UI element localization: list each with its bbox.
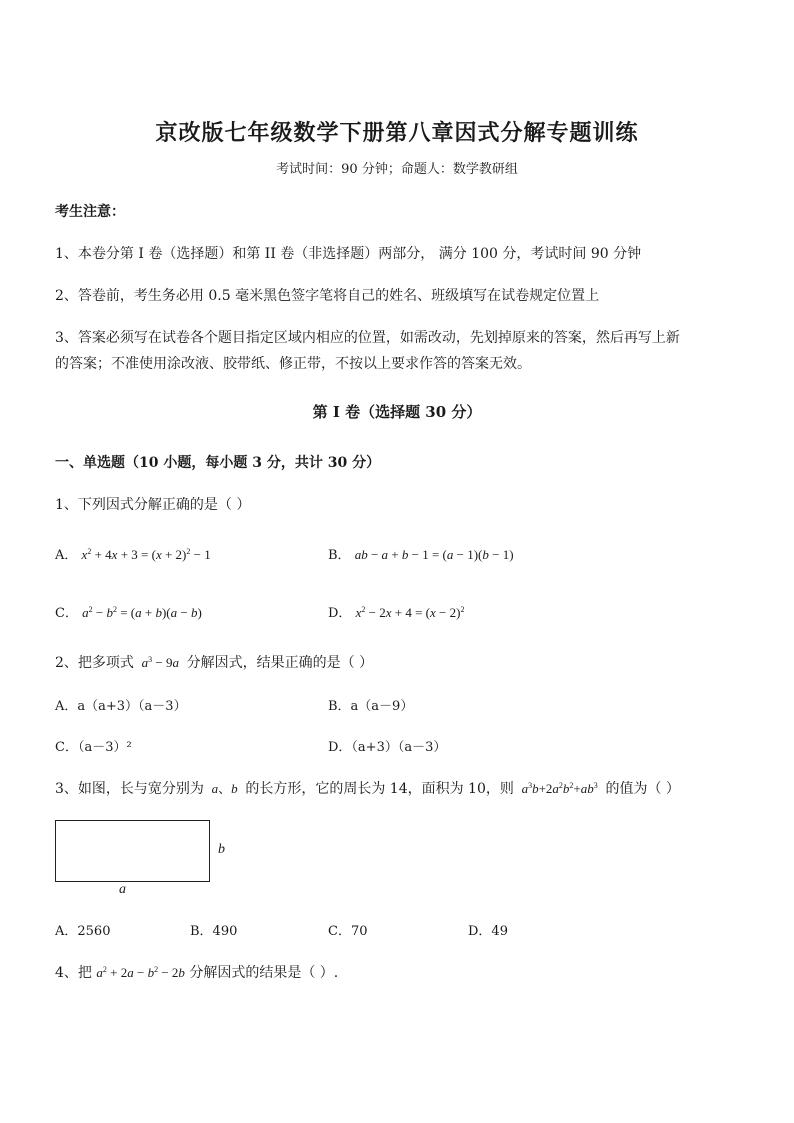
q4-stem-prefix: 4、把 <box>55 965 92 981</box>
question-3-stem <box>55 778 680 798</box>
q4-stem-suffix: 分解因式的结果是（ ）. <box>189 965 339 981</box>
q1-option-c <box>55 602 202 621</box>
q3-stem-prefix: 3、如图，长与宽分别为 <box>55 781 204 797</box>
rectangle-width-label: b <box>218 842 225 857</box>
q4-expression: $a^2 + 2a - b^2 - 2b$ <box>96 965 185 980</box>
question-4-stem <box>55 962 338 982</box>
question-1-stem: 1、下列因式分解正确的是（ ） <box>55 497 251 513</box>
notice-item-2: 2、答卷前，考生务必用 0.5 毫米黑色签字笔将自己的姓名、班级填写在试卷规定位置上 <box>55 288 600 304</box>
q2-option-b: B．a（a－9） <box>328 699 414 714</box>
q1-option-a-label: A． <box>55 548 78 563</box>
notice-item-3-cont: 的答案；不准使用涂改液、胶带纸、修正带，不按以上要求作答的答案无效。 <box>55 356 531 372</box>
section-title: 第 I 卷（选择题 30 分） <box>312 403 482 421</box>
q1-option-b <box>328 544 514 563</box>
q1-option-d-formula: $x^2 - 2x + 4 = (x - 2)^2$ <box>355 605 465 620</box>
q2-stem-prefix: 2、把多项式 <box>55 655 134 671</box>
page-title: 京改版七年级数学下册第八章因式分解专题训练 <box>155 120 639 146</box>
rectangle-length-label: a <box>119 882 126 897</box>
notice-item-1: 1、本卷分第 I 卷（选择题）和第 II 卷（非选择题）两部分， 满分 100 分，考试时间 90 分钟 <box>55 246 642 262</box>
q2-option-c: C．（a－3）² <box>55 740 132 755</box>
q3-expression: $a^3b+2a^2b^2+ab^3$ <box>521 781 598 796</box>
q1-option-a <box>55 544 211 563</box>
q3-stem-mid: 的长方形，它的周长为 14，面积为 10，则 <box>245 781 514 797</box>
rectangle-figure <box>55 820 210 882</box>
q1-option-b-label: B． <box>328 548 351 563</box>
q3-option-b: B．490 <box>190 924 238 939</box>
q3-option-d: D．49 <box>468 924 508 939</box>
notice-item-3: 3、答案必须写在试卷各个题目指定区域内相应的位置，如需改动，先划掉原来的答案，然后再写上新 <box>55 330 680 346</box>
q2-option-a: A．a（a+3）（a－3） <box>55 699 187 714</box>
q3-stem-suffix: 的值为（ ） <box>605 781 680 797</box>
q2-option-d: D．（a+3）（a－3） <box>328 740 447 755</box>
q1-option-b-formula: ab − a + b − 1 = (a − 1)(b − 1) <box>354 547 514 562</box>
q1-option-c-label: C． <box>55 606 78 621</box>
q3-option-c: C．70 <box>328 924 368 939</box>
q1-option-c-formula: $a^2 - b^2 = (a + b)(a - b)$ <box>82 605 202 620</box>
q1-option-d <box>328 602 464 621</box>
q1-option-d-label: D． <box>328 606 352 621</box>
q1-option-a-formula: $x^2 + 4x + 3 = (x + 2)^2 - 1$ <box>81 547 211 562</box>
q3-option-a: A．2560 <box>55 924 111 939</box>
question-2-stem <box>55 652 373 672</box>
q2-polynomial: $a^3 - 9a$ <box>141 655 179 670</box>
part-heading: 一、单选题（10 小题，每小题 3 分，共计 30 分） <box>55 455 381 471</box>
exam-info: 考试时间：90 分钟；命题人：数学教研组 <box>276 162 518 177</box>
notice-heading: 考生注意： <box>55 204 125 220</box>
q3-variables: a、b <box>211 781 238 796</box>
q2-stem-suffix: 分解因式，结果正确的是（ ） <box>186 655 374 671</box>
